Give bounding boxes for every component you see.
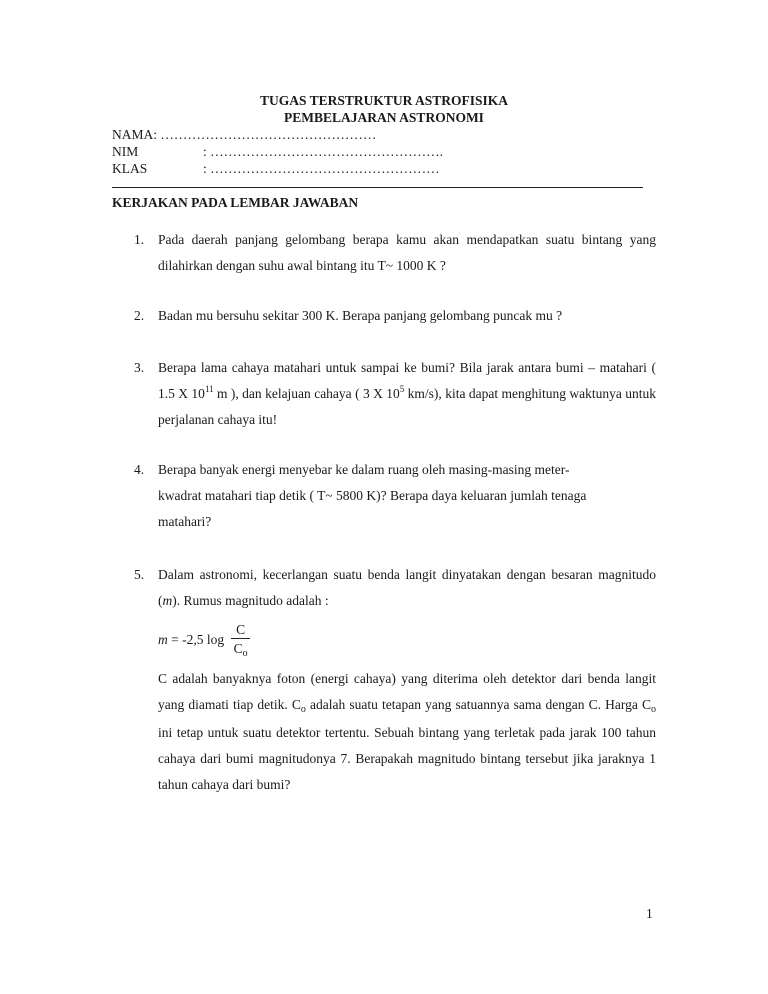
question-number: 4. bbox=[134, 462, 145, 477]
paragraph-part: C adalah banyaknya foton (energi cahaya) yang diterima oleh detektor dari benda langit yang diamati tiap detik. C bbox=[158, 671, 656, 712]
header-divider bbox=[112, 187, 643, 188]
page-number: 1 bbox=[646, 906, 653, 921]
question-text-part: km/s), kita dapat menghitung waktunya untuk perjalanan cahaya itu! bbox=[158, 386, 656, 427]
question-5-paragraph bbox=[158, 666, 656, 798]
question-text-part: Berapa lama cahaya matahari untuk sampai ke bumi? Bila jarak antara bumi – matahari ( 1.5 X 10 bbox=[158, 360, 656, 401]
question-text bbox=[158, 457, 656, 535]
question-line: Berapa banyak energi menyebar ke dalam ruang oleh masing-masing meter- bbox=[158, 462, 570, 477]
question-number: 1. bbox=[134, 232, 145, 247]
magnitude-formula bbox=[158, 618, 250, 662]
exponent: 11 bbox=[204, 383, 214, 394]
question-text-part: ). Rumus magnitudo adalah : bbox=[172, 593, 329, 608]
paragraph-part: adalah suatu tetapan yang satuannya sama dengan C. Harga C bbox=[305, 697, 651, 712]
question-text-part: m ), dan kelajuan cahaya ( 3 X 10 bbox=[213, 386, 400, 401]
field-klas bbox=[112, 160, 440, 177]
denominator-symbol: C bbox=[233, 640, 243, 656]
field-nim bbox=[112, 143, 444, 160]
field-nim-blank: : ……………………………………………. bbox=[203, 144, 444, 159]
question-line: kwadrat matahari tiap detik ( T~ 5800 K)? Berapa daya keluaran jumlah tenaga bbox=[158, 488, 587, 503]
question-number: 5. bbox=[134, 567, 145, 582]
question-number: 2. bbox=[134, 308, 145, 323]
question-text bbox=[158, 562, 656, 614]
subscript: o bbox=[300, 704, 306, 715]
formula-lhs: = -2,5 log bbox=[167, 632, 225, 647]
variable-m: m bbox=[162, 593, 173, 608]
question-text-part: Dalam astronomi, kecerlangan suatu benda langit dinyatakan dengan besaran magnitudo ( bbox=[158, 567, 656, 608]
fraction-denominator bbox=[234, 639, 248, 660]
subscript: o bbox=[651, 704, 656, 715]
document-title: TUGAS TERSTRUKTUR ASTROFISIKA bbox=[259, 93, 509, 108]
question-line: matahari? bbox=[158, 514, 212, 529]
formula-fraction bbox=[231, 621, 250, 660]
field-nama-blank: ………………………………………… bbox=[160, 127, 377, 142]
instruction-heading: KERJAKAN PADA LEMBAR JAWABAN bbox=[112, 195, 359, 210]
question-text: Badan mu bersuhu sekitar 300 K. Berapa panjang gelombang puncak mu ? bbox=[158, 308, 563, 323]
fraction-numerator: C bbox=[236, 621, 246, 637]
question-text: Pada daerah panjang gelombang berapa kamu akan mendapatkan suatu bintang yang dilahirkan dengan suhu awal bintang itu T~ 1000 K ? bbox=[158, 232, 656, 273]
document-subtitle: PEMBELAJARAN ASTRONOMI bbox=[284, 110, 484, 125]
field-nama bbox=[112, 126, 376, 143]
field-klas-label: KLAS bbox=[112, 161, 148, 176]
denominator-subscript: o bbox=[242, 647, 248, 659]
question-text bbox=[158, 355, 656, 433]
paragraph-part: ini tetap untuk suatu detektor tertentu. Sebuah bintang yang terletak pada jarak 100 tahun cahaya dari bumi magnitudonya 7. Berapakah magnitudo bintang tersebut jika jaraknya 1 tahun cahaya dari bumi? bbox=[158, 725, 656, 792]
field-nim-label: NIM bbox=[112, 144, 139, 159]
field-nama-label: NAMA: bbox=[112, 127, 158, 142]
exponent: 5 bbox=[399, 383, 405, 394]
question-number: 3. bbox=[134, 360, 145, 375]
formula-variable: m bbox=[158, 632, 168, 647]
field-klas-blank: : …………………………………………… bbox=[203, 161, 440, 176]
